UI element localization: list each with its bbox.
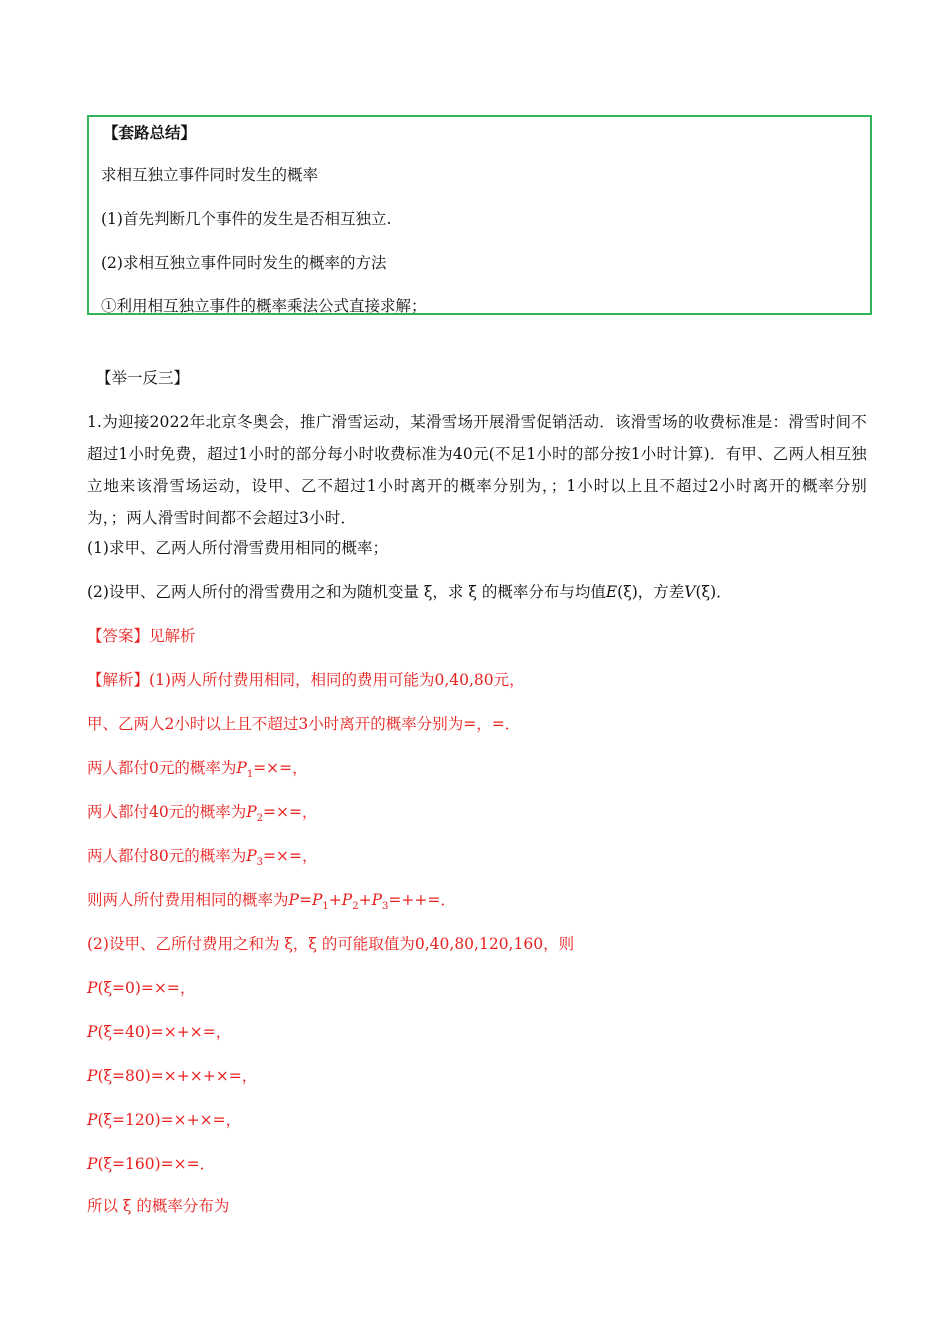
- answer-line: [87, 626, 196, 646]
- analysis-line-4-pre: 两人都付40元的概率为: [87, 803, 247, 821]
- prob-line-120: [87, 1110, 241, 1130]
- prob-line-80: [87, 1066, 257, 1086]
- question-1: (1)求甲、乙两人所付滑雪费用相同的概率；: [87, 539, 388, 557]
- analysis-line-6-pre: 则两人所付费用相同的概率为: [87, 891, 289, 909]
- p-letter: P: [87, 1023, 98, 1041]
- prob-line-160: [87, 1154, 215, 1174]
- p-letter: P: [87, 1067, 98, 1085]
- distribution-line: 所以 ξ 的概率分布为: [87, 1197, 230, 1215]
- prob-line-0: [87, 978, 195, 998]
- analysis-label: 【解析】: [87, 671, 150, 689]
- analysis-line-4: [87, 802, 318, 829]
- prob-line-40: [87, 1022, 231, 1042]
- analysis-line-1: [87, 670, 525, 690]
- summary-line-1: 求相互独立事件同时发生的概率: [101, 166, 319, 184]
- analysis-line-5-post: =×=，: [263, 847, 318, 865]
- summary-line-4: ①利用相互独立事件的概率乘法公式直接求解；: [101, 297, 427, 315]
- summary-line-3: (2)求相互独立事件同时发生的概率的方法: [101, 254, 387, 272]
- question-2: [87, 582, 732, 602]
- prob-40-text: (ξ=40)=×+×=，: [97, 1023, 232, 1041]
- p-letter: P: [87, 1111, 98, 1129]
- answer-label: 【答案】: [87, 627, 150, 645]
- subscript-1: 1: [246, 769, 254, 781]
- p-letter: P: [311, 891, 323, 909]
- prob-120-text: (ξ=120)=×+×=，: [97, 1111, 242, 1129]
- plus-sign: +: [328, 891, 342, 909]
- analysis-line-4-post: =×=，: [263, 803, 318, 821]
- section-heading: 【举一反三】: [96, 369, 190, 387]
- subscript-3: 3: [256, 857, 264, 869]
- answer-text: 见解析: [149, 627, 196, 645]
- analysis-line-6-post: =++=．: [388, 891, 456, 909]
- question-2-mid: (ξ)，方差: [617, 583, 685, 601]
- plus-sign: +: [358, 891, 372, 909]
- p-letter: P: [87, 1155, 98, 1173]
- summary-line-2: (1)首先判断几个事件的发生是否相互独立.: [101, 210, 392, 228]
- equals-sign: =: [298, 891, 312, 909]
- p-letter: P: [236, 759, 247, 777]
- prob-0-text: (ξ=0)=×=，: [97, 979, 196, 997]
- problem-stem-text: 1.为迎接2022年北京冬奥会，推广滑雪运动，某滑雪场开展滑雪促销活动．该滑雪场的收费标准是：滑雪时间不超过1小时免费，超过1小时的部分每小时收费标准为40元(不足1小时的部分按1小时计算)．有甲、乙两人相互独立地来该滑雪场运动，设甲、乙不超过1小时离开的概率分别为，；1小时以上且不超过2小时离开的概率分别为，；两人滑雪时间都不会超过3小时．: [87, 413, 867, 527]
- p-letter: P: [371, 891, 383, 909]
- p-letter: P: [288, 891, 299, 909]
- analysis-line-3: [87, 758, 308, 785]
- analysis-line-3-pre: 两人都付0元的概率为: [87, 759, 237, 777]
- p-letter: P: [246, 803, 257, 821]
- analysis-line-7: (2)设甲、乙所付费用之和为 ξ，ξ 的可能取值为0,40,80,120,160，则: [87, 935, 575, 953]
- summary-heading: 【套路总结】: [103, 123, 197, 142]
- analysis-text-1: (1)两人所付费用相同，相同的费用可能为0,40,80元，: [149, 671, 525, 689]
- p-letter: P: [87, 979, 98, 997]
- subscript-2: 2: [256, 813, 264, 825]
- prob-160-text: (ξ=160)=×=．: [97, 1155, 216, 1173]
- question-2-v: V: [684, 583, 696, 601]
- question-2-suffix: (ξ)．: [695, 583, 732, 601]
- analysis-line-2: 甲、乙两人2小时以上且不超过3小时离开的概率分别为=，=．: [87, 715, 521, 733]
- analysis-line-3-post: =×=，: [253, 759, 308, 777]
- subscript-1: 1: [322, 901, 329, 913]
- subscript-2: 2: [352, 901, 359, 913]
- summary-box: [87, 115, 872, 315]
- analysis-line-5-pre: 两人都付80元的概率为: [87, 847, 247, 865]
- analysis-line-6: [87, 890, 456, 917]
- p-letter: P: [341, 891, 353, 909]
- question-2-prefix: (2)设甲、乙两人所付的滑雪费用之和为随机变量 ξ，求 ξ 的概率分布与均值: [87, 583, 606, 601]
- question-2-e: E: [605, 583, 618, 601]
- analysis-line-5: [87, 846, 318, 873]
- prob-80-text: (ξ=80)=×+×+×=，: [97, 1067, 258, 1085]
- problem-stem: [87, 406, 867, 534]
- p-letter: P: [246, 847, 257, 865]
- subscript-3: 3: [382, 901, 389, 913]
